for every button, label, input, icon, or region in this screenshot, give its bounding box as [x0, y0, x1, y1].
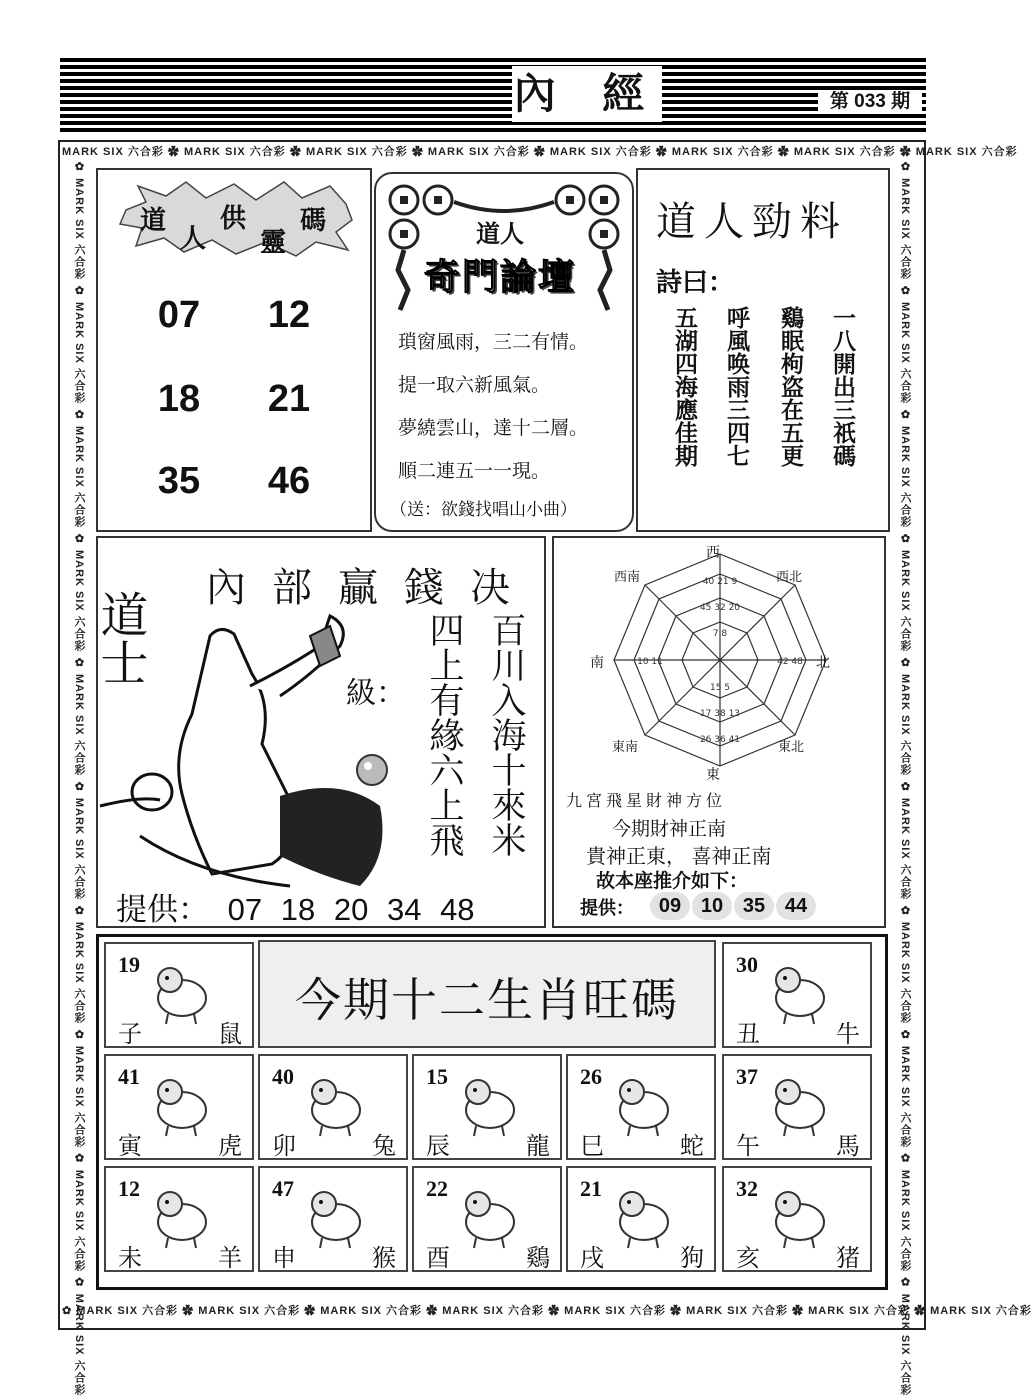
border-text: MARK SIX 六合彩	[899, 302, 911, 404]
taoist-column: 百川入海十來米	[487, 612, 526, 857]
poem-column: 呼風唤雨三四七	[723, 306, 750, 467]
border-text: MARK SIX 六合彩	[320, 1305, 423, 1317]
zodiac-branch: 未	[118, 1244, 142, 1272]
gourd-icon	[354, 752, 390, 788]
provide-number: 20	[333, 892, 369, 927]
zodiac-cell	[566, 1054, 716, 1160]
zodiac-branch: 午	[736, 1132, 760, 1160]
border-text: MARK SIX 六合彩	[899, 1293, 911, 1396]
zodiac-cell	[412, 1054, 562, 1160]
border-text: MARK SIX 六合彩	[899, 549, 911, 652]
zodiac-cell	[104, 1054, 254, 1160]
zodiac-cell	[566, 1166, 716, 1272]
border-bottom: ✿ MARK SIX 六合彩 ✿ MARK SIX 六合彩 ✿ MARK SIX 六合彩 ✿ MARK SIX 六合彩 ✿ MARK SIX 六合彩 ✿ MARK SIX 六合彩 ✿ MARK SIX 六合彩 ✿ MARK SIX 六合彩	[62, 1305, 1032, 1317]
p1-title-char: 供	[220, 204, 247, 234]
wheel-number: 10 11	[637, 657, 663, 667]
compass-label: 西南	[614, 570, 641, 585]
compass-label: 西	[706, 545, 720, 561]
forum-heading-small: 道人	[476, 219, 524, 248]
compass-label: 西北	[776, 570, 803, 585]
border-text: MARK SIX 六合彩	[793, 146, 896, 158]
border-right: ✿ MARK SIX 六合彩 ✿ MARK SIX 六合彩 ✿ MARK SIX 六合彩 ✿ MARK SIX 六合彩 ✿ MARK SIX 六合彩 ✿ MARK SIX 六合彩 ✿ MARK SIX 六合彩 ✿ MARK SIX 六合彩 ✿ MARK SIX 六合彩 ✿ MARK SIX 六合彩	[899, 160, 911, 1396]
zodiac-banner-text: 今期十二生肖旺碼	[295, 973, 679, 1027]
wheel-number: 15 5	[709, 683, 731, 693]
provide-number: 48	[440, 892, 475, 927]
issue-number: 第 033 期	[818, 90, 922, 114]
lucky-number: 18	[157, 378, 201, 420]
compass-label: 東北	[778, 740, 805, 755]
zodiac-cell	[722, 1166, 872, 1272]
zodiac-animal: 羊	[218, 1244, 242, 1272]
compass-label: 南	[590, 655, 604, 671]
tiger-icon	[148, 1070, 216, 1140]
forum-line: 夢繞雲山，達十二層。	[398, 417, 589, 439]
border-text: MARK SIX 六合彩	[564, 1305, 666, 1317]
zodiac-cell	[722, 942, 872, 1048]
snake-icon	[610, 1070, 678, 1140]
rat-icon	[148, 958, 216, 1028]
poem-subtitle: 詩曰：	[656, 268, 735, 298]
forum-line: 瑣窗風雨，三二有情。	[398, 331, 589, 353]
zodiac-branch: 酉	[426, 1244, 450, 1272]
zodiac-animal: 狗	[680, 1244, 704, 1272]
zodiac-number: 32	[736, 1176, 758, 1201]
forum-line: 提一取六新風氣。	[398, 374, 551, 396]
wheel-number: 40 21 9	[702, 577, 738, 587]
border-text: MARK SIX 六合彩	[73, 921, 85, 1024]
lucky-number: 46	[267, 460, 311, 502]
number-ball: 44	[776, 892, 816, 920]
zodiac-animal: 鼠	[218, 1020, 242, 1048]
border-text: MARK SIX 六合彩	[183, 146, 286, 158]
palace-heading: 九宮飛星財神方位	[566, 791, 727, 810]
border-top: MARK SIX 六合彩 ✿ MARK SIX 六合彩 ✿ MARK SIX 六合彩 ✿ MARK SIX 六合彩 ✿ MARK SIX 六合彩 ✿ MARK SIX 六合彩 ✿ MARK SIX 六合彩 ✿ MARK SIX 六合彩	[62, 146, 1018, 158]
number-ball: 10	[692, 892, 732, 920]
zodiac-branch: 戌	[580, 1244, 604, 1272]
zodiac-number: 19	[118, 952, 140, 977]
zodiac-branch: 亥	[736, 1244, 760, 1272]
border-text: MARK SIX 六合彩	[198, 1305, 301, 1317]
taoist-title: 內部贏錢决	[206, 565, 536, 611]
zodiac-branch: 子	[118, 1020, 142, 1048]
wheel-number: 7 8	[712, 629, 728, 639]
border-text: MARK SIX 六合彩	[899, 673, 911, 776]
poem-column: 一八開出三祇碼	[829, 306, 856, 467]
zodiac-cell	[412, 1166, 562, 1272]
zodiac-branch: 丑	[736, 1020, 760, 1048]
number-ball: 35	[734, 892, 774, 920]
palace-gods: 貴神正東， 喜神正南	[586, 846, 772, 868]
border-text: MARK SIX 六合彩	[442, 1305, 545, 1317]
border-text: MARK SIX 六合彩	[899, 1169, 911, 1272]
zodiac-number: 30	[736, 952, 758, 977]
zodiac-animal: 兔	[372, 1132, 396, 1160]
palace-provide-label: 提供：	[580, 898, 634, 919]
zodiac-number: 41	[118, 1064, 140, 1089]
border-text: MARK SIX 六合彩	[686, 1305, 788, 1317]
provide-number: 18	[280, 892, 316, 927]
zodiac-number: 15	[426, 1064, 448, 1089]
p1-title-char: 碼	[300, 206, 327, 236]
ox-icon	[766, 958, 834, 1028]
compass-label: 北	[816, 655, 830, 671]
lucky-number: 21	[267, 378, 311, 420]
border-left: ✿ MARK SIX 六合彩 ✿ MARK SIX 六合彩 ✿ MARK SIX 六合彩 ✿ MARK SIX 六合彩 ✿ MARK SIX 六合彩 ✿ MARK SIX 六合彩 ✿ MARK SIX 六合彩 ✿ MARK SIX 六合彩 ✿ MARK SIX 六合彩 ✿ MARK SIX 六合彩	[73, 160, 85, 1396]
taoist-ji: 級：	[346, 677, 406, 710]
zodiac-animal: 鷄	[526, 1244, 550, 1272]
zodiac-branch: 寅	[118, 1132, 142, 1160]
provide-label: 提供：	[116, 892, 209, 927]
zodiac-number: 12	[118, 1176, 140, 1201]
border-text: MARK SIX 六合彩	[808, 1305, 910, 1317]
compass-label: 東	[706, 767, 720, 783]
rabbit-icon	[302, 1070, 370, 1140]
zodiac-animal: 猪	[836, 1244, 860, 1272]
zodiac-number: 22	[426, 1176, 448, 1201]
wheel-number: 26 36 41	[699, 735, 741, 745]
wheel-number: 42 48	[777, 657, 803, 667]
border-text: MARK SIX 六合彩	[73, 673, 85, 776]
palace-fortune-god: 今期財神正南	[612, 819, 727, 840]
dragon-icon	[456, 1070, 524, 1140]
border-text: MARK SIX 六合彩	[73, 302, 85, 404]
zodiac-number: 37	[736, 1064, 758, 1089]
wheel-number: 45 32 20	[699, 603, 741, 613]
zodiac-animal: 龍	[526, 1132, 550, 1160]
zodiac-cell	[104, 1166, 254, 1272]
border-text: MARK SIX 六合彩	[62, 146, 164, 158]
compass-label: 東南	[612, 740, 639, 755]
page-title: 內 經	[512, 66, 662, 122]
lucky-number: 35	[157, 460, 201, 502]
border-text: MARK SIX 六合彩	[899, 426, 911, 528]
forum-line: 順二連五一一現。	[398, 460, 551, 482]
zodiac-animal: 虎	[218, 1132, 242, 1160]
zodiac-number: 40	[272, 1064, 294, 1089]
forum-heading-big: 奇門論壇	[423, 256, 576, 298]
border-text: MARK SIX 六合彩	[73, 1045, 85, 1148]
border-text: MARK SIX 六合彩	[915, 146, 1018, 158]
pig-icon	[766, 1182, 834, 1252]
zodiac-branch: 辰	[426, 1132, 450, 1160]
border-text: MARK SIX 六合彩	[930, 1305, 1032, 1317]
zodiac-animal: 馬	[836, 1132, 860, 1160]
taoist-column: 四上有緣六上飛	[425, 612, 464, 857]
provide-number: 34	[386, 892, 422, 927]
zodiac-number: 47	[272, 1176, 294, 1201]
border-text: MARK SIX 六合彩	[73, 549, 85, 652]
number-ball: 09	[650, 892, 690, 920]
lucky-number: 12	[267, 294, 311, 336]
zodiac-cell	[258, 1054, 408, 1160]
palace-recommend: 故本座推介如下：	[596, 870, 749, 892]
zodiac-branch: 申	[272, 1244, 296, 1272]
dog-icon	[610, 1182, 678, 1252]
border-text: MARK SIX 六合彩	[899, 178, 911, 280]
border-text: MARK SIX 六合彩	[899, 797, 911, 900]
border-text: MARK SIX 六合彩	[549, 146, 652, 158]
forum-heading	[400, 214, 600, 304]
forum-note: （送：欲錢找唱山小曲）	[390, 500, 577, 520]
zodiac-animal: 蛇	[680, 1132, 704, 1160]
zodiac-animal: 牛	[836, 1020, 860, 1048]
border-text: MARK SIX 六合彩	[899, 921, 911, 1024]
poem-title: 道人勁料	[656, 199, 848, 245]
p1-title-char: 人	[180, 224, 207, 254]
monkey-icon	[302, 1182, 370, 1252]
border-text: MARK SIX 六合彩	[73, 797, 85, 900]
border-text: MARK SIX 六合彩	[899, 1045, 911, 1148]
taoist-provide	[116, 884, 475, 929]
lucky-number: 07	[157, 294, 201, 336]
wheel-number: 17 38 13	[699, 709, 741, 719]
sheep-icon	[148, 1182, 216, 1252]
border-text: MARK SIX 六合彩	[73, 426, 85, 528]
zodiac-cell	[104, 942, 254, 1048]
border-text: MARK SIX 六合彩	[671, 146, 774, 158]
border-text: MARK SIX 六合彩	[73, 1293, 85, 1396]
zodiac-cell	[258, 1166, 408, 1272]
poem-column: 鷄眠枸盗在五更	[777, 306, 804, 467]
provide-number: 07	[227, 892, 263, 927]
poem-column: 五湖四海應佳期	[671, 306, 698, 467]
zodiac-branch: 巳	[580, 1132, 604, 1160]
border-text: MARK SIX 六合彩	[76, 1305, 179, 1317]
taoist-side-title: 道士	[92, 590, 148, 686]
zodiac-branch: 卯	[272, 1132, 296, 1160]
border-text: MARK SIX 六合彩	[427, 146, 530, 158]
horse-icon	[766, 1070, 834, 1140]
zodiac-cell	[722, 1054, 872, 1160]
rooster-icon	[456, 1182, 524, 1252]
border-text: MARK SIX 六合彩	[73, 178, 85, 280]
p1-title-char: 靈	[260, 228, 287, 258]
border-text: MARK SIX 六合彩	[305, 146, 408, 158]
zodiac-number: 26	[580, 1064, 602, 1089]
header-stripes	[60, 58, 926, 132]
border-text: MARK SIX 六合彩	[73, 1169, 85, 1272]
p1-title-char: 道	[140, 206, 167, 236]
zodiac-animal: 猴	[372, 1244, 396, 1272]
zodiac-number: 21	[580, 1176, 602, 1201]
